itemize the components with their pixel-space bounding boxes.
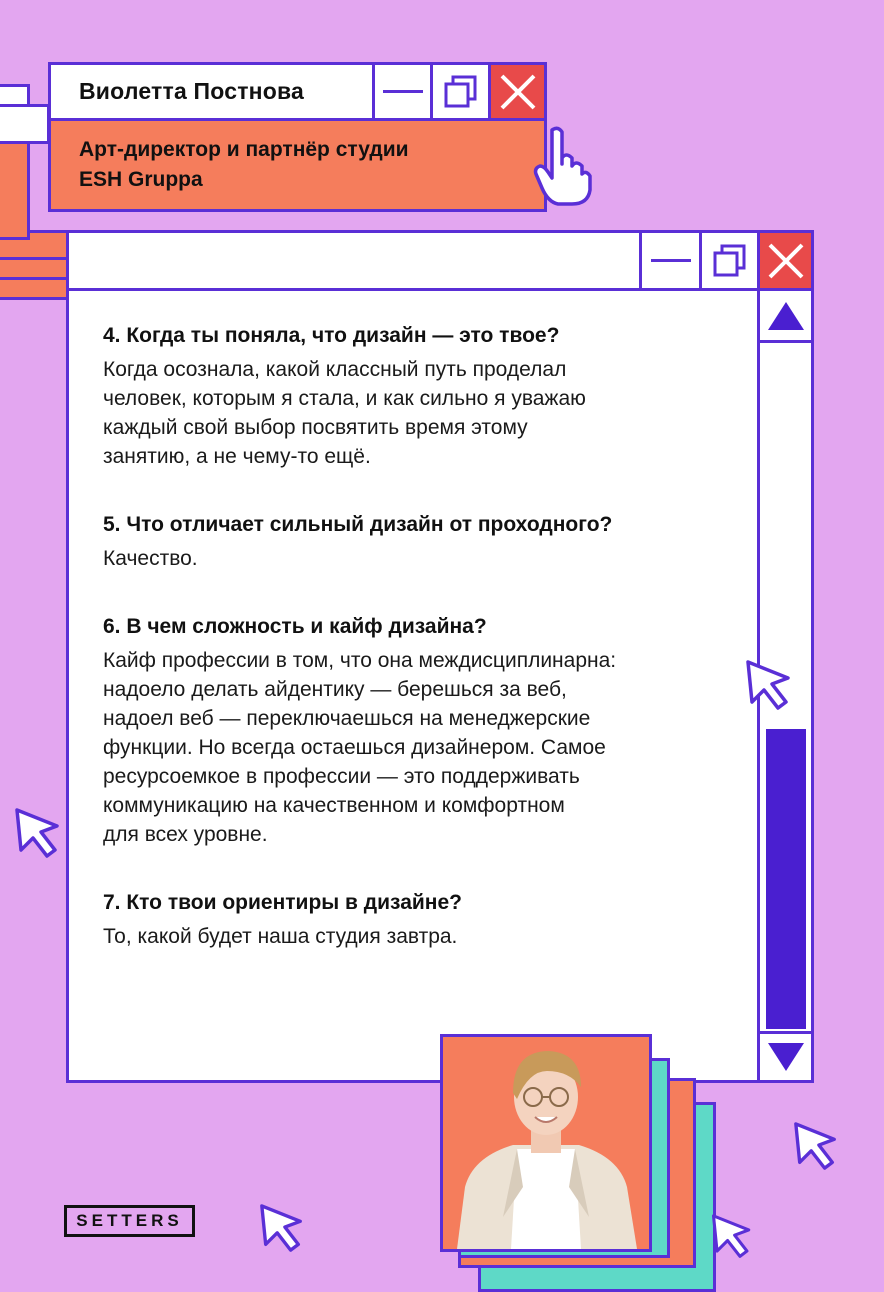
qa-content: [103, 321, 753, 951]
scroll-thumb[interactable]: [766, 729, 806, 1029]
hand-pointer-icon: [532, 124, 592, 208]
scroll-down-icon: [766, 1041, 806, 1073]
maximize-icon: [444, 75, 478, 109]
main-window-titlebar: [69, 233, 811, 291]
profile-role-line2: ESH Gruppa: [79, 168, 203, 191]
answer-7: То, какой будет наша студия завтра.: [103, 925, 458, 948]
arrow-cursor-icon: [258, 1202, 306, 1256]
main-close-button[interactable]: [757, 233, 811, 288]
question-7: 7. Кто твои ориентиры в дизайне?: [103, 891, 462, 914]
scroll-up-icon: [766, 300, 806, 332]
arrow-cursor-icon: [12, 806, 64, 862]
close-icon: [498, 72, 538, 112]
qa-item-6: [103, 612, 753, 849]
stack-window-left-white-2: [0, 104, 50, 144]
question-6: 6. В чем сложность и кайф дизайна?: [103, 615, 487, 638]
portrait-photo: [440, 1034, 652, 1252]
setters-logo: SETTERS: [64, 1205, 195, 1237]
main-maximize-button[interactable]: [699, 233, 757, 288]
answer-6: Кайф профессии в том, что она междисциплинарна: надоело делать айдентику — берешься за веб, надоел веб — переключаешься на менеджерские функции. Но всегда остаешься дизайнером. Самое ресурсоемкое в профессии — это поддерживать коммуникацию на качественном и комфортном для всех уровне.: [103, 649, 617, 846]
profile-window: [48, 62, 547, 212]
arrow-cursor-icon: [710, 1212, 754, 1262]
answer-4: Когда осознала, какой классный путь проделал человек, которым я стала, и как сильно я уважаю каждый свой выбор посвятить время этому занятию, а не чему-то ещё.: [103, 358, 586, 468]
arrow-cursor-icon: [792, 1120, 840, 1174]
minimize-button[interactable]: [372, 65, 430, 118]
close-icon: [766, 241, 806, 281]
close-button[interactable]: [488, 65, 544, 118]
profile-window-titlebar: [51, 65, 544, 121]
scroll-down-button[interactable]: [760, 1031, 811, 1080]
portrait-person-icon: [443, 1037, 649, 1249]
stack-window-left-orange: [0, 140, 30, 240]
main-minimize-button[interactable]: [639, 233, 699, 288]
profile-name: Виолетта Постнова: [79, 78, 305, 104]
qa-item-7: [103, 888, 753, 951]
maximize-button[interactable]: [430, 65, 488, 118]
question-5: 5. Что отличает сильный дизайн от проходного?: [103, 513, 613, 536]
maximize-icon: [713, 244, 747, 278]
qa-item-5: [103, 510, 753, 573]
profile-role-line1: Арт-директор и партнёр студии: [79, 138, 409, 161]
minimize-icon: [383, 87, 423, 97]
arrow-cursor-icon: [744, 658, 794, 714]
profile-role: [79, 135, 409, 195]
scroll-up-button[interactable]: [760, 291, 811, 343]
minimize-icon: [651, 256, 691, 266]
question-4: 4. Когда ты поняла, что дизайн — это твое?: [103, 324, 560, 347]
main-window: [66, 230, 814, 1083]
answer-5: Качество.: [103, 547, 198, 570]
qa-item-4: [103, 321, 753, 471]
